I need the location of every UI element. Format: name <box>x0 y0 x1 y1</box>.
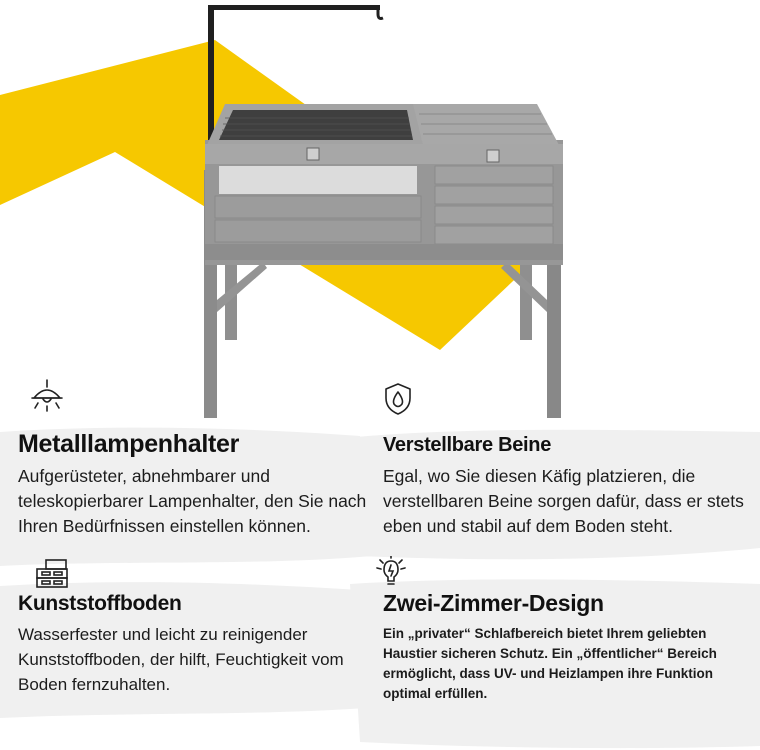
feature-title: Kunststoffboden <box>18 592 182 615</box>
lightbulb-icon <box>373 556 409 588</box>
house-body <box>205 104 563 265</box>
feature-title: Zwei-Zimmer-Design <box>383 590 604 616</box>
shield-drop-icon <box>383 382 413 416</box>
mesh-lid <box>219 110 413 140</box>
feature-text: Ein „privater“ Schlafbereich bietet Ihrem geliebten Haustier sicheren Schutz. Ein „öffentlicher“ Bereich ermöglicht, dass UV- und Heizlampen ihre Funktion optimal erfüllen. <box>383 626 717 701</box>
ceiling-lamp-icon <box>30 378 64 414</box>
feature-text: Wasserfester und leicht zu reinigender Kunststoffboden, der hilft, Feuchtigkeit vom Boden fernzuhalten. <box>18 625 344 694</box>
front-window <box>219 166 417 194</box>
feature-title: Verstellbare Beine <box>383 434 552 456</box>
tortoise-house-image <box>195 0 575 425</box>
feature-title: Metalllampenhalter <box>18 430 240 458</box>
floor-panels-icon <box>34 558 70 588</box>
feature-text: Aufgerüsteter, abnehmbarer und teleskopierbarer Lampenhalter, den Sie nach Ihren Bedürfnissen einstellen können. <box>18 466 367 536</box>
feature-text: Egal, wo Sie diesen Käfig platzieren, die verstellbaren Beine sorgen dafür, dass er stets eben und stabil auf dem Boden steht. <box>383 466 744 536</box>
